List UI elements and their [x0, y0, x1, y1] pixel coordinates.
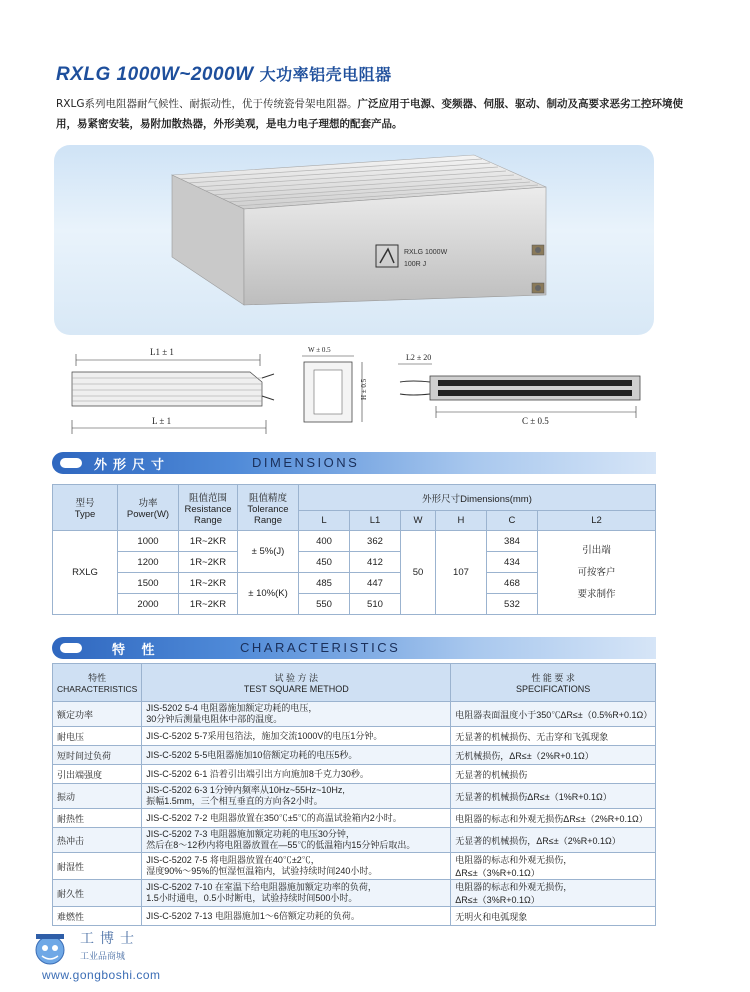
- cell-tolerance-k: ± 10%(K): [238, 573, 299, 615]
- label-w: W ± 0.5: [308, 346, 331, 354]
- col-type: 型号 Type: [53, 485, 118, 531]
- col-l: L: [299, 511, 350, 531]
- title-model: RXLG 1000W~2000W: [56, 64, 254, 85]
- col-tolerance: 阻值精度 Tolerance Range: [238, 485, 299, 531]
- table-row: [53, 784, 656, 809]
- product-label-line1: RXLG 1000W: [404, 249, 448, 256]
- cell-power: 1200: [118, 552, 179, 573]
- cell-specification: 电阻器表面温度小于350℃ΔR≤±（0.5%R+0.1Ω）: [451, 702, 656, 727]
- method-line-2: 1.5小时通电，0.5小时断电，试验持续时间500小时。: [146, 893, 358, 903]
- col-h: H: [435, 511, 486, 531]
- dimension-drawings: [52, 340, 656, 438]
- cell-l: 400: [299, 531, 350, 552]
- cell-h: 107: [435, 531, 486, 615]
- col-characteristics: 特性 CHARACTERISTICS: [53, 664, 142, 702]
- dimensions-table: [52, 484, 656, 615]
- cell-range: 1R~2KR: [179, 552, 238, 573]
- cell-c: 468: [486, 573, 537, 594]
- method-line-1: JIS-C-5202 5-7采用包箔法，施加交流1000V的电压1分钟。: [146, 730, 383, 741]
- cell-characteristic: 短时间过负荷: [53, 746, 142, 765]
- method-line-1: JIS-C-5202 7-3 电阻器施加额定功耗的电压30分钟，: [146, 829, 355, 839]
- watermark-subtitle: 工业品商城: [80, 952, 126, 962]
- cell-characteristic: 难燃性: [53, 907, 142, 926]
- method-line-1: JIS-C-5202 7-10 在室温下给电阻器施加额定功率的负荷，: [146, 882, 377, 892]
- cell-specification: 无显著的机械损伤、无击穿和飞弧现象: [451, 727, 656, 746]
- table-row: [53, 907, 656, 926]
- cell-range: 1R~2KR: [179, 594, 238, 615]
- cell-characteristic: 引出端强度: [53, 765, 142, 784]
- cell-type: RXLG: [53, 531, 118, 615]
- cell-c: 532: [486, 594, 537, 615]
- cell-l1: 510: [349, 594, 400, 615]
- method-line-1: JIS-5202 5-4 电阻器施加额定功耗的电压，: [146, 703, 318, 713]
- table-row: [53, 765, 656, 784]
- cell-test-method: [142, 784, 451, 809]
- method-line-2: 湿度90%～95%的恒湿恒温箱内，试验持续时间240小时。: [146, 866, 378, 876]
- cell-characteristic: 耐久性: [53, 880, 142, 907]
- table-row: [53, 809, 656, 828]
- cell-specification: 电阻器的标志和外观无损伤ΔR≤±（2%R+0.1Ω）: [451, 809, 656, 828]
- label-l: L ± 1: [152, 416, 172, 426]
- method-line-1: JIS-C-5202 7-2 电阻器放置在350℃±5℃的高温试验箱内2小时。: [146, 812, 402, 823]
- product-label-line2: 100R J: [404, 261, 427, 268]
- method-line-2: 30分钟后测量电阻体中部的温度。: [146, 714, 283, 724]
- col-specifications: 性 能 要 求 SPECIFICATIONS: [451, 664, 656, 702]
- table-row: [53, 746, 656, 765]
- method-line-2: 振幅1.5mm，三个相互垂直的方向各2小时。: [146, 796, 323, 806]
- table-row: [53, 531, 656, 552]
- label-l2: L2 ± 20: [406, 353, 432, 362]
- cell-test-method: [142, 809, 451, 828]
- cell-power: 2000: [118, 594, 179, 615]
- cell-test-method: [142, 907, 451, 926]
- cell-characteristic: 额定功率: [53, 702, 142, 727]
- method-line-1: JIS-C-5202 7-13 电阻器施加1～6倍额定功耗的负荷。: [146, 910, 360, 921]
- cell-l1: 412: [349, 552, 400, 573]
- table-row: [53, 702, 656, 727]
- method-line-2: 然后在8～12秒内将电阻器放置在—55℃的低温箱内15分钟后取出。: [146, 840, 416, 850]
- cell-characteristic: 耐电压: [53, 727, 142, 746]
- label-c: C ± 0.5: [522, 416, 549, 426]
- cell-test-method: [142, 765, 451, 784]
- cell-characteristic: 热冲击: [53, 828, 142, 853]
- cell-characteristic: 耐热性: [53, 809, 142, 828]
- characteristics-table: [52, 663, 656, 926]
- col-c: C: [486, 511, 537, 531]
- characteristics-section-header: [52, 637, 656, 659]
- cell-specification: 无显著的机械损伤，ΔR≤±（2%R+0.1Ω）: [451, 828, 656, 853]
- table-row: [53, 853, 656, 880]
- section-pill-icon: [60, 643, 82, 653]
- cell-test-method: [142, 746, 451, 765]
- cell-specification: 电阻器的标志和外观无损伤，ΔR≤±（3%R+0.1Ω）: [451, 880, 656, 907]
- cell-tolerance-j: ± 5%(J): [238, 531, 299, 573]
- cell-power: 1500: [118, 573, 179, 594]
- product-photo: [54, 145, 654, 335]
- cell-range: 1R~2KR: [179, 573, 238, 594]
- cell-l1: 447: [349, 573, 400, 594]
- col-power: 功率 Power(W): [118, 485, 179, 531]
- title-chinese: 大功率铝壳电阻器: [259, 65, 392, 84]
- col-l1: L1: [349, 511, 400, 531]
- intro-normal: RXLG系列电阻器耐气候性、耐振动性，优于传统瓷骨架电阻器。: [56, 98, 358, 110]
- characteristics-title-en: CHARACTERISTICS: [240, 640, 401, 655]
- method-line-1: JIS-C-5202 6-3 1分钟内频率从10Hz~55Hz~10Hz,: [146, 785, 345, 795]
- cell-test-method: [142, 880, 451, 907]
- characteristics-title-zh: 特 性: [112, 643, 161, 658]
- table-row: [53, 880, 656, 907]
- table-row: [53, 828, 656, 853]
- method-line-1: JIS-C-5202 6-1 沿着引出端引出方向施加8千克力30秒。: [146, 768, 369, 779]
- method-line-1: JIS-C-5202 5-5电阻器施加10倍额定功耗的电压5秒。: [146, 749, 358, 760]
- dimensions-title-zh: 外形尺寸: [94, 458, 171, 473]
- cell-l: 485: [299, 573, 350, 594]
- cell-c: 434: [486, 552, 537, 573]
- cell-range: 1R~2KR: [179, 531, 238, 552]
- col-range: 阻值范围 Resistance Range: [179, 485, 238, 531]
- cell-specification: 无显著的机械损伤ΔR≤±（1%R+0.1Ω）: [451, 784, 656, 809]
- page-title: [56, 62, 392, 86]
- resistor-photo-illustration: [54, 145, 654, 335]
- section-pill-icon: [60, 458, 82, 468]
- dimensions-section-header: [52, 452, 656, 474]
- cell-l: 450: [299, 552, 350, 573]
- watermark-url: www.gongboshi.com: [42, 968, 161, 982]
- cell-specification: 无机械损伤，ΔR≤±（2%R+0.1Ω）: [451, 746, 656, 765]
- cell-specification: 无显著的机械损伤: [451, 765, 656, 784]
- cell-test-method: [142, 853, 451, 880]
- cell-specification: 电阻器的标志和外观无损伤，ΔR≤±（3%R+0.1Ω）: [451, 853, 656, 880]
- col-l2: L2: [537, 511, 655, 531]
- label-h: H ± 0.5: [360, 378, 368, 400]
- col-dimensions: 外形尺寸Dimensions(mm): [299, 485, 656, 511]
- cell-characteristic: 耐湿性: [53, 853, 142, 880]
- watermark-brand: 工博士: [80, 931, 140, 947]
- col-test-method: 试 验 方 法 TEST SQUARE METHOD: [142, 664, 451, 702]
- cell-test-method: [142, 702, 451, 727]
- cell-l2: 引出端 可按客户 要求制作: [537, 531, 655, 615]
- cell-w: 50: [400, 531, 435, 615]
- cell-l1: 362: [349, 531, 400, 552]
- cell-test-method: [142, 727, 451, 746]
- intro-paragraph: [56, 94, 696, 134]
- cell-power: 1000: [118, 531, 179, 552]
- method-line-1: JIS-C-5202 7-5 将电阻器放置在40℃±2℃，: [146, 855, 320, 865]
- cell-characteristic: 振动: [53, 784, 142, 809]
- cell-c: 384: [486, 531, 537, 552]
- col-w: W: [400, 511, 435, 531]
- dimensions-title-en: DIMENSIONS: [252, 455, 360, 470]
- table-row: [53, 727, 656, 746]
- intro-bold: 广泛应用于电源、变频器、伺服、驱动、制动及高要求恶劣工控环境使用，易紧密安装，易附加散热器，外形美观，是电力电子理想的配套产品。: [56, 98, 683, 130]
- label-l1: L1 ± 1: [150, 347, 174, 357]
- cell-l: 550: [299, 594, 350, 615]
- cell-specification: 无明火和电弧现象: [451, 907, 656, 926]
- cell-test-method: [142, 828, 451, 853]
